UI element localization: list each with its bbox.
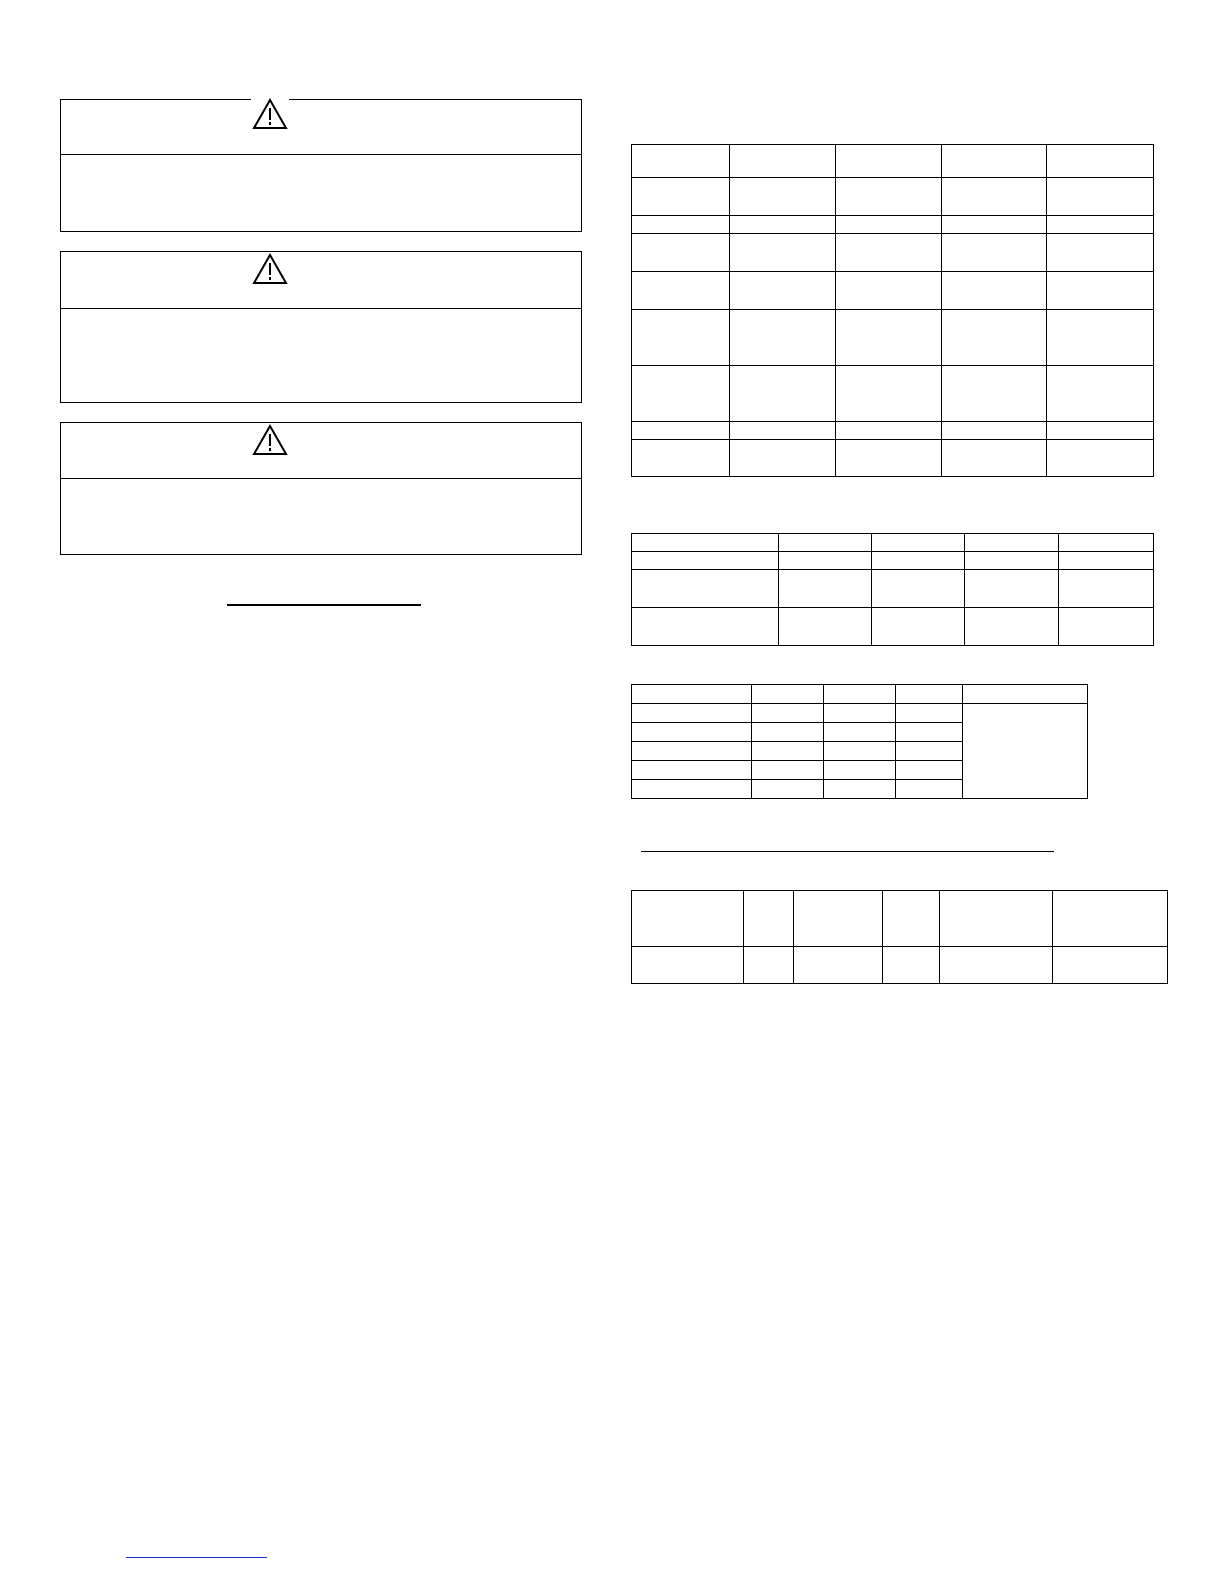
spec-table-2: [631, 533, 1154, 646]
table-row: [632, 891, 1168, 947]
table-row: [632, 552, 1154, 570]
table-heading-underline: [641, 851, 1054, 852]
spec-table-1: [631, 144, 1154, 477]
warning-box-3: [60, 422, 582, 555]
warning-box-2-divider: [61, 308, 581, 309]
table-row: [632, 422, 1154, 440]
section-heading-underline: [227, 604, 421, 606]
warning-box-2: [60, 251, 582, 403]
spec-table-4: [631, 890, 1168, 984]
table-row: [632, 234, 1154, 272]
table-row: [632, 440, 1154, 477]
table-row: [632, 685, 1088, 704]
table-row: [632, 704, 1088, 723]
table-row: [632, 310, 1154, 366]
footer-link-underline[interactable]: [126, 1557, 267, 1558]
warning-triangle-icon: [251, 423, 289, 455]
table-row: [632, 145, 1154, 178]
table-row: [632, 366, 1154, 422]
table-row: [632, 534, 1154, 552]
table-row: [632, 570, 1154, 608]
table-row: [632, 178, 1154, 216]
warning-triangle-icon: [251, 97, 289, 129]
warning-box-1: [60, 99, 582, 232]
warning-box-3-divider: [61, 478, 581, 479]
table-row: [632, 216, 1154, 234]
table-row: [632, 608, 1154, 646]
table-row: [632, 947, 1168, 984]
warning-box-1-divider: [61, 154, 581, 155]
warning-triangle-icon: [251, 252, 289, 284]
table-row: [632, 272, 1154, 310]
spec-table-3: [631, 684, 1088, 799]
